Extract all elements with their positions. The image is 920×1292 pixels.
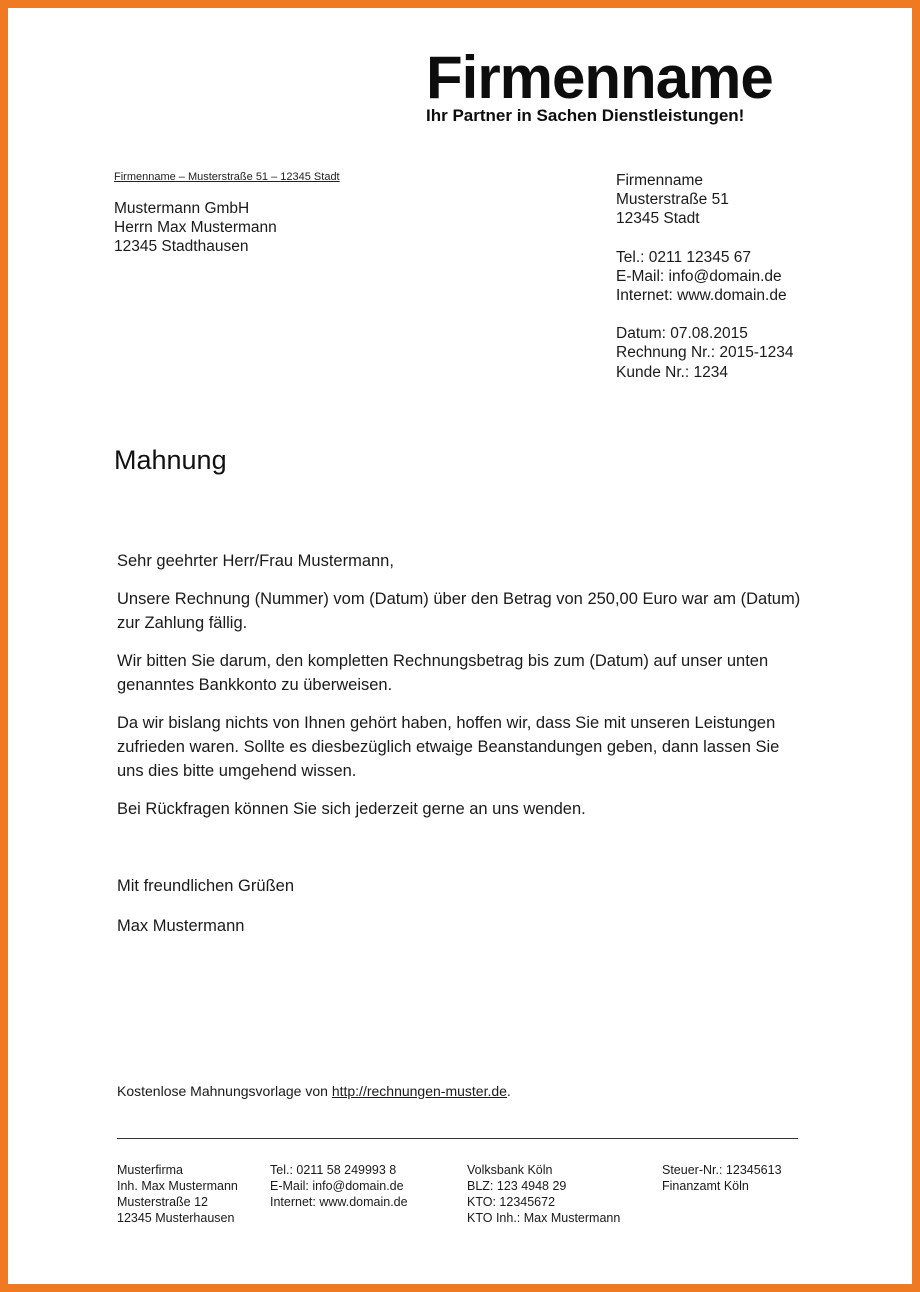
letter-body bbox=[117, 549, 807, 952]
template-credit-text: Kostenlose Mahnungsvorlage von bbox=[117, 1083, 332, 1099]
footer-tax-column bbox=[662, 1162, 782, 1194]
company-slogan: Ihr Partner in Sachen Dienstleistungen! bbox=[426, 106, 745, 125]
footer-line: 12345 Musterhausen bbox=[117, 1211, 235, 1225]
footer-bank-column bbox=[467, 1162, 620, 1226]
footer-contact-column bbox=[270, 1162, 408, 1210]
footer-line: Finanzamt Köln bbox=[662, 1179, 749, 1193]
signature-name: Max Mustermann bbox=[117, 917, 245, 935]
invoice-meta bbox=[616, 324, 794, 382]
footer-company-column bbox=[117, 1162, 238, 1226]
footer-divider bbox=[117, 1138, 798, 1139]
footer-line: E-Mail: info@domain.de bbox=[270, 1179, 404, 1193]
template-credit-suffix: . bbox=[506, 1083, 511, 1099]
sender-contact bbox=[616, 248, 794, 306]
sender-website: Internet: www.domain.de bbox=[616, 287, 787, 305]
company-brand bbox=[426, 44, 846, 126]
template-credit-link[interactable]: http://rechnungen-muster.de bbox=[331, 1083, 507, 1099]
sender-address bbox=[616, 171, 794, 229]
closing-phrase: Mit freundlichen Grüßen bbox=[117, 877, 294, 895]
body-paragraph: Da wir bislang nichts von Ihnen gehört haben, hoffen wir, dass Sie mit unseren Leistungen zufrieden waren. Sollte es diesbezüglich etwaige Beanstandungen geben, dann lassen Sie uns dies bitte umgehend wissen. bbox=[117, 714, 780, 780]
sender-email: E-Mail: info@domain.de bbox=[616, 267, 782, 285]
footer-line: Musterstraße 12 bbox=[117, 1195, 209, 1209]
footer-line: Inh. Max Mustermann bbox=[117, 1179, 238, 1193]
sender-street: Musterstraße 51 bbox=[616, 191, 729, 209]
letter-date: Datum: 07.08.2015 bbox=[616, 325, 748, 343]
recipient-person: Herrn Max Mustermann bbox=[114, 219, 277, 236]
footer-line: Tel.: 0211 58 249993 8 bbox=[270, 1163, 397, 1177]
sender-city: 12345 Stadt bbox=[616, 210, 700, 228]
footer-line: BLZ: 123 4948 29 bbox=[467, 1179, 567, 1193]
body-paragraph: Unsere Rechnung (Nummer) vom (Datum) über den Betrag von 250,00 Euro war am (Datum) zur Zahlung fällig. bbox=[117, 590, 801, 632]
footer-line: Volksbank Köln bbox=[467, 1163, 553, 1177]
footer-line: Steuer-Nr.: 12345613 bbox=[662, 1163, 782, 1177]
customer-number: Kunde Nr.: 1234 bbox=[616, 363, 729, 381]
sender-company: Firmenname bbox=[616, 172, 703, 189]
recipient-company: Mustermann GmbH bbox=[114, 200, 250, 217]
body-paragraph: Bei Rückfragen können Sie sich jederzeit gerne an uns wenden. bbox=[117, 800, 586, 818]
invoice-number: Rechnung Nr.: 2015-1234 bbox=[616, 344, 794, 362]
salutation: Sehr geehrter Herr/Frau Mustermann, bbox=[117, 552, 394, 570]
footer-line: Internet: www.domain.de bbox=[270, 1195, 408, 1209]
sender-return-address: Firmenname – Musterstraße 51 – 12345 Stadt bbox=[114, 171, 340, 183]
company-name: Firmenname bbox=[426, 44, 773, 111]
footer-line: KTO Inh.: Max Mustermann bbox=[467, 1211, 621, 1225]
letter-subject: Mahnung bbox=[114, 445, 227, 475]
sender-info-block bbox=[616, 171, 794, 382]
sender-phone: Tel.: 0211 12345 67 bbox=[616, 248, 752, 266]
body-paragraph: Wir bitten Sie darum, den kompletten Rechnungsbetrag bis zum (Datum) auf unser unten genanntes Bankkonto zu überweisen. bbox=[117, 652, 769, 694]
recipient-address bbox=[114, 199, 277, 256]
footer-line: KTO: 12345672 bbox=[467, 1195, 556, 1209]
recipient-city: 12345 Stadthausen bbox=[114, 238, 249, 255]
footer-line: Musterfirma bbox=[117, 1163, 183, 1177]
template-credit bbox=[117, 1083, 511, 1099]
